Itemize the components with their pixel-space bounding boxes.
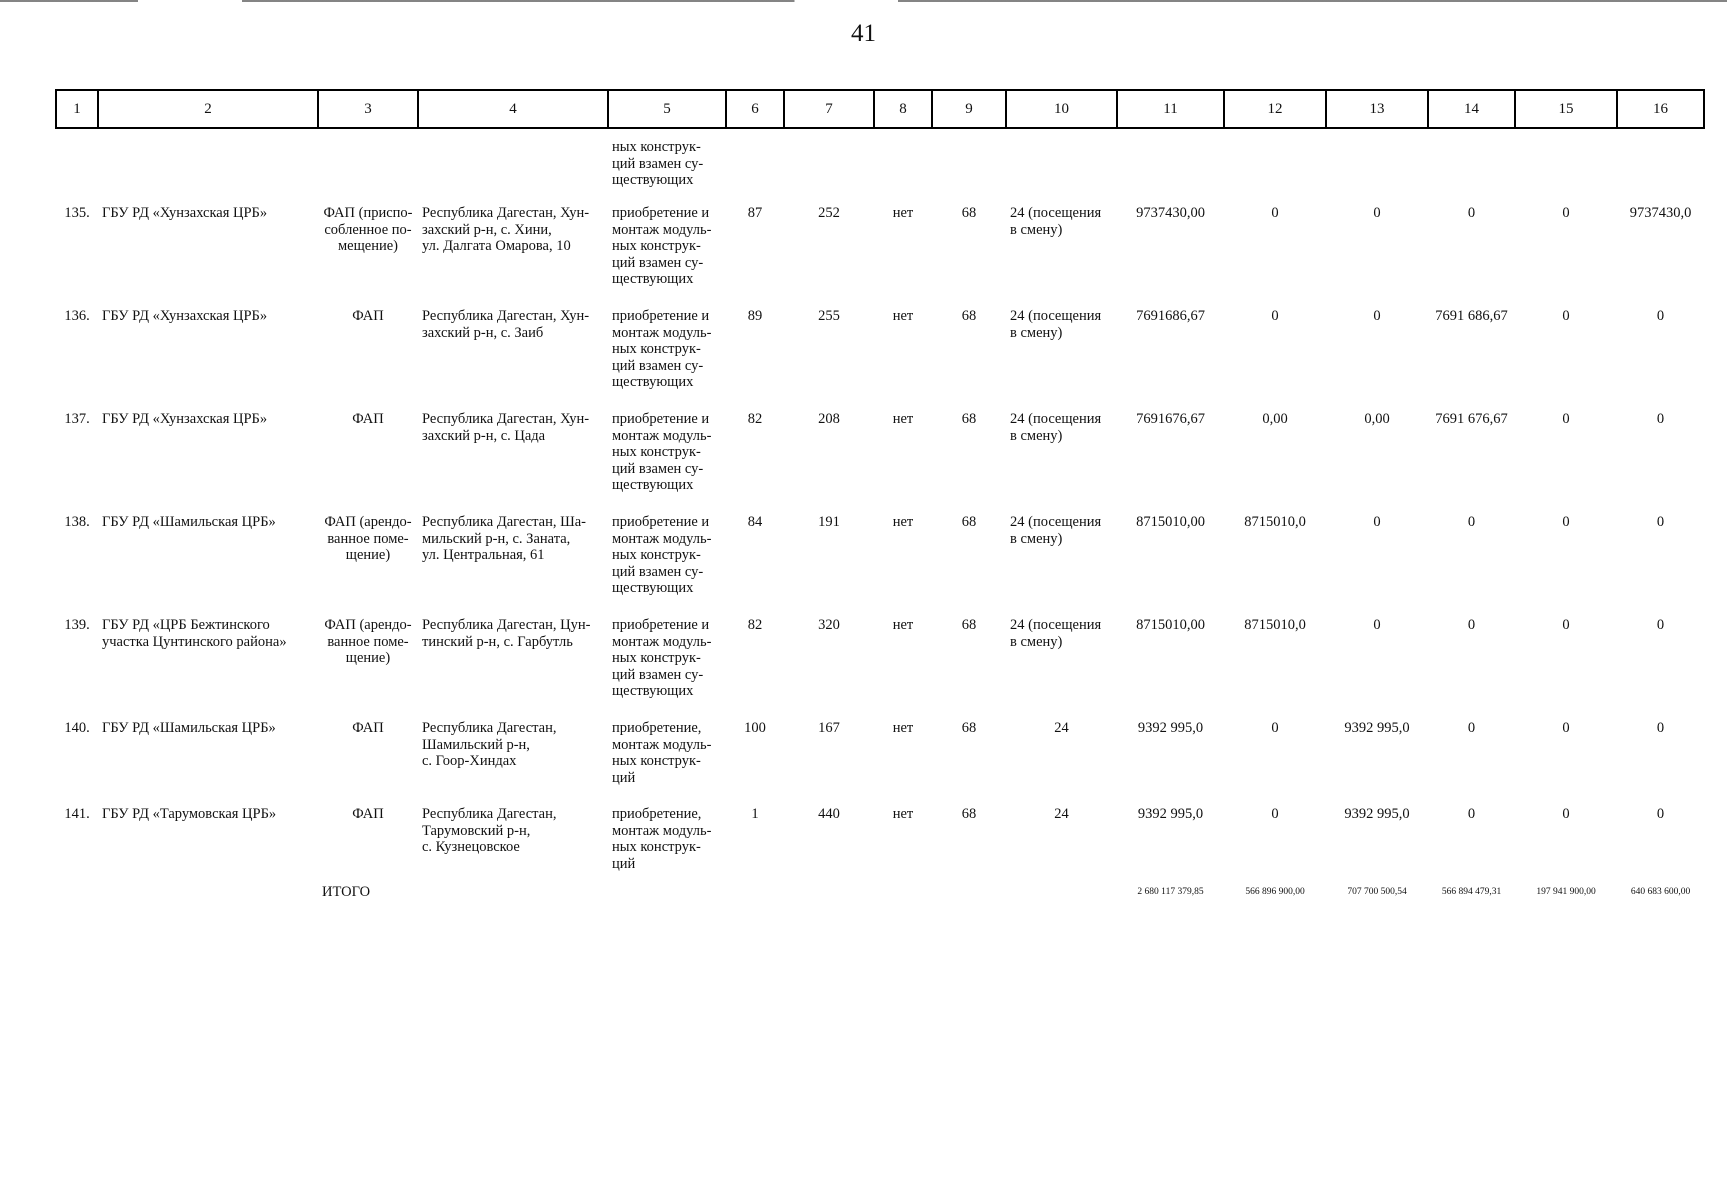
organization: ГБУ РД «Шамильская ЦРБ» bbox=[102, 720, 276, 736]
col8-value: нет bbox=[892, 205, 914, 221]
col-header-1: 1 bbox=[56, 90, 98, 128]
total-row bbox=[56, 878, 1704, 914]
col8-value: нет bbox=[892, 806, 914, 822]
action-description: приобретение и монтаж модуль- ных конструк- ций взамен су- ществующих bbox=[612, 205, 712, 287]
col9-value: 68 bbox=[961, 720, 977, 736]
col-header-9: 9 bbox=[932, 90, 1006, 128]
col11-amount: 7691676,67 bbox=[1136, 411, 1205, 427]
col13-amount: 0,00 bbox=[1364, 411, 1390, 427]
col16-amount: 0 bbox=[1656, 617, 1665, 633]
col9-value: 68 bbox=[961, 205, 977, 221]
address: Республика Дагестан, Хун- захский р-н, с. Заиб bbox=[422, 308, 590, 341]
col9-value: 68 bbox=[961, 514, 977, 530]
col6-value: 82 bbox=[747, 411, 763, 427]
col-header-16: 16 bbox=[1617, 90, 1704, 128]
col12-amount: 0,00 bbox=[1262, 411, 1288, 427]
address: Республика Дагестан, Тарумовский р-н, с. Кузнецовское bbox=[422, 806, 557, 855]
col7-value: 208 bbox=[818, 411, 840, 427]
address: Республика Дагестан, Хун- захский р-н, с. Хини, ул. Далгата Омарова, 10 bbox=[422, 205, 590, 254]
capacity-value: 24 (посещения в смену) bbox=[1010, 205, 1102, 238]
action-description: приобретение и монтаж модуль- ных конструк- ций взамен су- ществующих bbox=[612, 411, 712, 493]
col14-amount: 0 bbox=[1467, 205, 1476, 221]
organization: ГБУ РД «Хунзахская ЦРБ» bbox=[102, 308, 268, 324]
col-header-2: 2 bbox=[98, 90, 318, 128]
col8-value: нет bbox=[892, 720, 914, 736]
col-header-15: 15 bbox=[1515, 90, 1617, 128]
col12-amount: 0 bbox=[1271, 205, 1279, 221]
col9-value: 68 bbox=[961, 806, 977, 822]
organization: ГБУ РД «Тарумовская ЦРБ» bbox=[102, 806, 277, 822]
col-header-8: 8 bbox=[874, 90, 932, 128]
action-description: приобретение и монтаж модуль- ных конструк- ций взамен су- ществующих bbox=[612, 617, 712, 699]
col12-amount: 0 bbox=[1271, 720, 1279, 736]
action-description: приобретение и монтаж модуль- ных конструк- ций взамен су- ществующих bbox=[612, 514, 712, 596]
col-header-7: 7 bbox=[784, 90, 874, 128]
col8-value: нет bbox=[892, 411, 914, 427]
total-label: ИТОГО bbox=[322, 884, 371, 900]
col14-amount: 0 bbox=[1467, 720, 1476, 736]
col16-amount: 9737430,0 bbox=[1629, 205, 1692, 221]
col6-value: 100 bbox=[744, 720, 766, 736]
col8-value: нет bbox=[892, 617, 914, 633]
organization: ГБУ РД «Шамильская ЦРБ» bbox=[102, 514, 276, 530]
col11-amount: 7691686,67 bbox=[1136, 308, 1205, 324]
col13-amount: 0 bbox=[1373, 617, 1381, 633]
col14-amount: 0 bbox=[1467, 806, 1476, 822]
col15-amount: 0 bbox=[1562, 205, 1570, 221]
scan-edge bbox=[0, 0, 1727, 2]
col13-amount: 0 bbox=[1373, 205, 1381, 221]
col-header-4: 4 bbox=[418, 90, 608, 128]
organization: ГБУ РД «Хунзахская ЦРБ» bbox=[102, 411, 268, 427]
col11-amount: 8715010,00 bbox=[1136, 617, 1205, 633]
col-header-13: 13 bbox=[1326, 90, 1428, 128]
col15-amount: 0 bbox=[1562, 308, 1570, 324]
col-header-3: 3 bbox=[318, 90, 418, 128]
col9-value: 68 bbox=[961, 617, 977, 633]
table-row bbox=[56, 191, 1704, 294]
address: Республика Дагестан, Ша- мильский р-н, с. Заната, ул. Центральная, 61 bbox=[422, 514, 586, 563]
col-header-12: 12 bbox=[1224, 90, 1326, 128]
col12-amount: 0 bbox=[1271, 308, 1279, 324]
col11-amount: 9392 995,0 bbox=[1137, 720, 1204, 736]
col8-value: нет bbox=[892, 514, 914, 530]
col6-value: 84 bbox=[747, 514, 763, 530]
total-c15: 197 941 900,00 bbox=[1536, 887, 1596, 897]
col16-amount: 0 bbox=[1656, 514, 1665, 530]
col11-amount: 9737430,00 bbox=[1136, 205, 1205, 221]
col15-amount: 0 bbox=[1562, 514, 1570, 530]
col7-value: 252 bbox=[818, 205, 840, 221]
col14-amount: 7691 676,67 bbox=[1435, 411, 1508, 427]
organization: ГБУ РД «Хунзахская ЦРБ» bbox=[102, 205, 268, 221]
total-c14: 566 894 479,31 bbox=[1441, 887, 1502, 897]
total-c11: 2 680 117 379,85 bbox=[1137, 887, 1204, 897]
col6-value: 82 bbox=[747, 617, 763, 633]
table-row bbox=[56, 792, 1704, 878]
capacity-value: 24 bbox=[1054, 806, 1069, 822]
capacity-value: 24 (посещения в смену) bbox=[1010, 308, 1102, 341]
action-description: приобретение и монтаж модуль- ных конструк- ций взамен су- ществующих bbox=[612, 308, 712, 390]
table-row bbox=[56, 294, 1704, 397]
col9-value: 68 bbox=[961, 411, 977, 427]
capacity-value: 24 (посещения в смену) bbox=[1010, 411, 1102, 444]
col13-amount: 0 bbox=[1373, 514, 1381, 530]
address: Республика Дагестан, Хун- захский р-н, с. Цада bbox=[422, 411, 590, 444]
row-number: 135. bbox=[64, 205, 90, 221]
row-number: 139. bbox=[64, 617, 90, 633]
col7-value: 320 bbox=[818, 617, 840, 633]
action-description: приобретение, монтаж модуль- ных конструк- ций bbox=[612, 720, 712, 786]
col15-amount: 0 bbox=[1562, 411, 1570, 427]
col13-amount: 9392 995,0 bbox=[1344, 720, 1410, 736]
col-header-14: 14 bbox=[1428, 90, 1515, 128]
total-c16: 640 683 600,00 bbox=[1630, 887, 1691, 897]
row-number: 138. bbox=[64, 514, 90, 530]
row-number: 141. bbox=[64, 806, 90, 822]
col11-amount: 9392 995,0 bbox=[1137, 806, 1204, 822]
col8-value: нет bbox=[892, 308, 914, 324]
col6-value: 87 bbox=[747, 205, 763, 221]
organization: ГБУ РД «ЦРБ Бежтинского участка Цунтинского района» bbox=[102, 617, 287, 650]
facility-type: ФАП (арендо- ванное поме- щение) bbox=[324, 617, 412, 666]
row-number: 136. bbox=[64, 308, 90, 324]
table-row bbox=[56, 500, 1704, 603]
address: Республика Дагестан, Шамильский р-н, с. Гоор-Хиндах bbox=[422, 720, 557, 769]
col7-value: 255 bbox=[818, 308, 840, 324]
col14-amount: 7691 686,67 bbox=[1435, 308, 1508, 324]
capacity-value: 24 bbox=[1054, 720, 1069, 736]
action-description: приобретение, монтаж модуль- ных конструк- ций bbox=[612, 806, 712, 872]
facility-type: ФАП (приспо- собленное по- мещение) bbox=[323, 205, 413, 254]
col12-amount: 0 bbox=[1271, 806, 1279, 822]
table-row bbox=[56, 706, 1704, 792]
page-number: 41 bbox=[851, 20, 876, 47]
col-header-6: 6 bbox=[726, 90, 784, 128]
facility-type: ФАП (арендо- ванное поме- щение) bbox=[324, 514, 412, 563]
continuation-row bbox=[56, 128, 1704, 191]
continuation-action: ных конструк- ций взамен су- ществующих bbox=[612, 139, 704, 188]
col12-amount: 8715010,0 bbox=[1244, 514, 1306, 530]
facility-type: ФАП bbox=[352, 308, 384, 324]
table-row bbox=[56, 397, 1704, 500]
col15-amount: 0 bbox=[1562, 720, 1570, 736]
col7-value: 191 bbox=[818, 514, 840, 530]
col-header-10: 10 bbox=[1006, 90, 1117, 128]
capacity-value: 24 (посещения в смену) bbox=[1010, 514, 1102, 547]
facilities-table bbox=[55, 89, 1705, 914]
col15-amount: 0 bbox=[1562, 806, 1570, 822]
facility-type: ФАП bbox=[352, 720, 384, 736]
facility-type: ФАП bbox=[352, 411, 384, 427]
row-number: 137. bbox=[64, 411, 90, 427]
col14-amount: 0 bbox=[1467, 514, 1476, 530]
total-c13: 707 700 500,54 bbox=[1347, 887, 1407, 897]
col-header-5: 5 bbox=[608, 90, 726, 128]
col16-amount: 0 bbox=[1656, 806, 1665, 822]
col16-amount: 0 bbox=[1656, 411, 1665, 427]
col14-amount: 0 bbox=[1467, 617, 1476, 633]
total-c12: 566 896 900,00 bbox=[1245, 887, 1305, 897]
column-number-header bbox=[56, 90, 1704, 128]
address: Республика Дагестан, Цун- тинский р-н, с. Гарбутль bbox=[422, 617, 591, 650]
col15-amount: 0 bbox=[1562, 617, 1570, 633]
col6-value: 89 bbox=[747, 308, 763, 324]
table-row bbox=[56, 603, 1704, 706]
col-header-11: 11 bbox=[1117, 90, 1224, 128]
col13-amount: 0 bbox=[1373, 308, 1381, 324]
facility-type: ФАП bbox=[352, 806, 384, 822]
col9-value: 68 bbox=[961, 308, 977, 324]
col7-value: 440 bbox=[818, 806, 840, 822]
col6-value: 1 bbox=[751, 806, 759, 822]
col12-amount: 8715010,0 bbox=[1244, 617, 1306, 633]
row-number: 140. bbox=[64, 720, 90, 736]
capacity-value: 24 (посещения в смену) bbox=[1010, 617, 1102, 650]
col16-amount: 0 bbox=[1656, 720, 1665, 736]
col11-amount: 8715010,00 bbox=[1136, 514, 1205, 530]
col16-amount: 0 bbox=[1656, 308, 1665, 324]
col13-amount: 9392 995,0 bbox=[1344, 806, 1410, 822]
col7-value: 167 bbox=[818, 720, 840, 736]
